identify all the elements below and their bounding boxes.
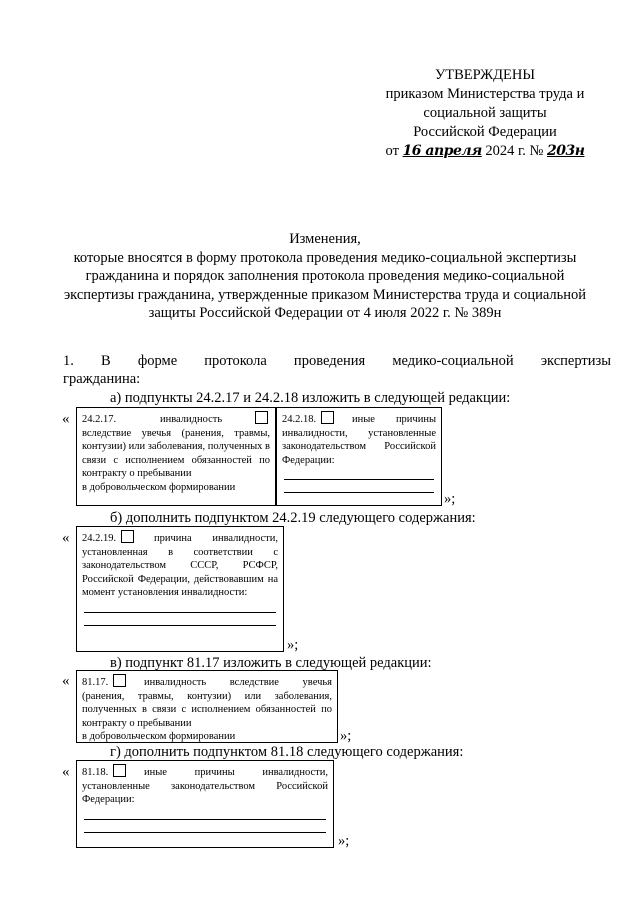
- item-g-heading: г) дополнить подпунктом 81.18 следующего содержания:: [110, 744, 464, 760]
- approval-line1: УТВЕРЖДЕНЫ: [434, 67, 536, 83]
- item-v-close: »;: [340, 728, 352, 744]
- handwritten-date: 16 апреля: [402, 143, 482, 159]
- approval-line2: приказом Министерства труда и: [385, 86, 585, 102]
- item-g-open-quote: «: [62, 764, 70, 780]
- input-line[interactable]: [284, 480, 434, 493]
- checkbox-24-2-19[interactable]: [121, 530, 134, 543]
- document-title: [40, 230, 610, 323]
- checkbox-24-2-17[interactable]: [255, 411, 268, 424]
- box-v-number: 81.17.: [82, 677, 109, 688]
- checkbox-81-17[interactable]: [113, 674, 126, 687]
- item-v-box: [76, 670, 338, 743]
- item-v-heading: в) подпункт 81.17 изложить в следующей редакции:: [110, 655, 432, 671]
- item-a-box1: [76, 407, 276, 506]
- box2-number: 24.2.18.: [282, 414, 317, 425]
- box1-text: инвалидность вследствие увечья (ранения, травмы, контузии) или заболевания, полученных в связи с исполнением обязанностей по контракту о пребывании: [82, 414, 270, 479]
- box-b-text: причина инвалидности, установленная в соответствии с законодательством СССР, РСФСР, Российской Федерации, действовавшим на момент установления инвалидности:: [82, 533, 278, 598]
- input-line[interactable]: [84, 613, 276, 626]
- title-line5: защиты Российской Федерации от 4 июля 2022 г. № 389н: [148, 305, 502, 321]
- approval-line4: Российской Федерации: [413, 124, 557, 140]
- input-line[interactable]: [84, 600, 276, 613]
- approval-date-line: [370, 142, 600, 161]
- title-line1: Изменения,: [289, 231, 361, 247]
- item-g-close: »;: [338, 833, 350, 849]
- item-v-open-quote: «: [62, 673, 70, 689]
- box1-last-line: в добровольческом формировании: [82, 481, 236, 493]
- item-b-open-quote: «: [62, 530, 70, 546]
- item-a-open-quote: «: [62, 411, 70, 427]
- date-prefix: от: [385, 143, 399, 159]
- section1-line1: 1. В форме протокола проведения медико-социальной экспертизы: [63, 353, 611, 369]
- checkbox-81-18[interactable]: [113, 764, 126, 777]
- section1-line2: гражданина:: [63, 371, 141, 387]
- item-a-close: »;: [444, 491, 456, 507]
- item-a-box2: [276, 407, 442, 506]
- title-line2: которые вносятся в форму протокола проведения медико-социальной экспертизы: [73, 249, 577, 266]
- box-v-text: инвалидность вследствие увечья (ранения, травмы, контузии) или заболевания, полученных в связи с исполнением обязанностей по контракту о пребывании: [82, 677, 332, 729]
- checkbox-24-2-18[interactable]: [321, 411, 334, 424]
- box-v-last-line: в добровольческом формировании: [82, 731, 236, 742]
- item-a-heading: а) подпункты 24.2.17 и 24.2.18 изложить в следующей редакции:: [110, 390, 511, 406]
- input-line[interactable]: [284, 467, 434, 480]
- approval-line3: социальной защиты: [423, 105, 547, 121]
- item-b-close: »;: [287, 637, 299, 653]
- title-line4: экспертизы гражданина, утвержденные приказом Министерства труда и социальной: [63, 286, 587, 303]
- item-g-box: [76, 760, 334, 848]
- input-line[interactable]: [84, 807, 326, 820]
- approval-block: [370, 66, 600, 161]
- date-year: 2024 г. №: [485, 143, 544, 159]
- box2-text: иные причины инвалидности, установленные законодательством Российской Федерации:: [282, 414, 436, 466]
- box-g-text: иные причины инвалидности, установленные законодательством Российской Федерации:: [82, 767, 328, 805]
- item-b-heading: б) дополнить подпунктом 24.2.19 следующего содержания:: [110, 510, 476, 526]
- box-b-number: 24.2.19.: [82, 533, 117, 544]
- item-b-box: [76, 526, 284, 652]
- box-g-number: 81.18.: [82, 767, 109, 778]
- handwritten-number: 203н: [547, 143, 585, 159]
- input-line[interactable]: [84, 820, 326, 833]
- box1-number: 24.2.17.: [82, 414, 117, 425]
- title-line3: гражданина и порядок заполнения протокола проведения медико-социальной: [85, 268, 565, 284]
